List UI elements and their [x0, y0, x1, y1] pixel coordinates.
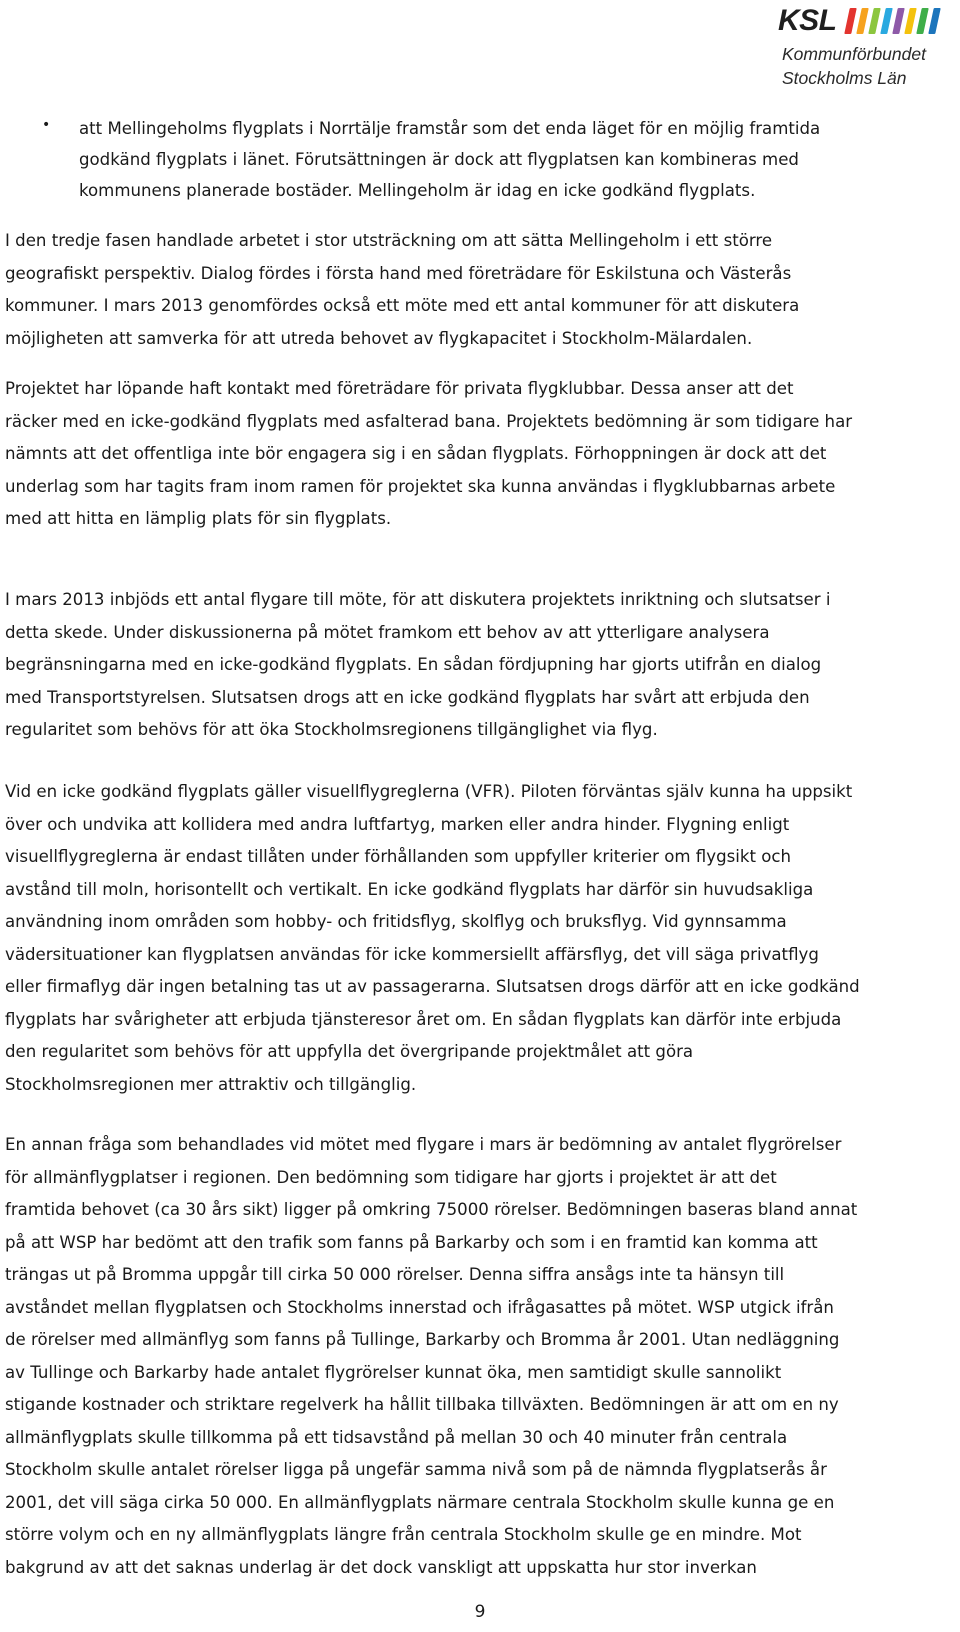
text-line: den regularitet som behövs för att uppfylla det övergripande projektmålet att göra — [5, 1042, 694, 1061]
logo-bar — [904, 8, 917, 34]
logo-mark — [778, 6, 943, 36]
text-line: begränsningarna med en icke-godkänd flygplats. En sådan fördjupning har gjorts utifrån en dialog — [5, 655, 822, 674]
text-line: på att WSP har bedömt att den trafik som fanns på Barkarby och som i en framtid kan komma att — [5, 1232, 818, 1252]
text-line: Stockholmsregionen mer attraktiv och tillgänglig. — [5, 1074, 417, 1094]
text-line: möjligheten att samverka för att utreda behovet av flygkapacitet i Stockholm-Mälardalen. — [5, 328, 753, 348]
text-line: detta skede. Under diskussionerna på mötet framkom ett behov av att ytterligare analysera — [5, 622, 770, 642]
logo-brand-text: KSL — [778, 4, 837, 37]
text-line: regularitet som behövs för att öka Stockholmsregionens tillgänglighet via flyg. — [5, 720, 658, 739]
text-line: underlag som har tagits fram inom ramen för projektet ska kunna användas i flygklubbarnas arbete — [5, 476, 836, 496]
paragraph-third-phase — [5, 225, 960, 355]
text-line: vädersituationer kan flygplatsen användas för icke kommersiellt affärsflyg, det vill säga privatflyg — [5, 944, 819, 964]
bullet-marker: • — [42, 117, 51, 133]
logo-bar — [844, 8, 857, 34]
text-line: bakgrund av att det saknas underlag är det dock vanskligt att uppskatta hur stor inverkan — [5, 1557, 757, 1577]
text-line: 2001, det vill säga cirka 50 000. En allmänflygplats närmare centrala Stockholm skulle kunna ge en — [5, 1492, 835, 1512]
text-line: att Mellingeholms flygplats i Norrtälje framstår som det enda läget för en möjlig framtida — [79, 119, 821, 138]
bullet-item-text — [79, 113, 820, 206]
logo-bar — [892, 8, 905, 34]
paragraph-flight-clubs — [5, 373, 960, 536]
text-line: framtida behovet (ca 30 års sikt) ligger på omkring 75000 rörelser. Bedömningen baseras bland annat — [5, 1200, 858, 1219]
text-line: avstånd till moln, horisontellt och vertikalt. En icke godkänd flygplats har därför sin huvudsakliga — [5, 879, 814, 899]
text-line: användning inom områden som hobby- och fritidsflyg, skolflyg och bruksflyg. Vid gynnsamma — [5, 912, 787, 931]
ksl-logo — [750, 4, 960, 90]
logo-bar — [928, 8, 941, 34]
text-line: avståndet mellan flygplatsen och Stockholms innerstad och ifrågasattes på mötet. WSP utgick ifrån — [5, 1297, 834, 1317]
text-line: större volym och en ny allmänflygplats längre från centrala Stockholm skulle ge en mindre. Mot — [5, 1525, 802, 1544]
logo-color-bars — [847, 8, 943, 36]
text-line: räcker med en icke-godkänd flygplats med asfalterad bana. Projektets bedömning är som tidigare har — [5, 411, 853, 431]
text-line: godkänd flygplats i länet. Förutsättningen är dock att flygplatsen kan kombineras med — [79, 150, 799, 169]
text-line: geografiskt perspektiv. Dialog fördes i första hand med företrädare för Eskilstuna och Västerås — [5, 263, 792, 283]
logo-bar — [856, 8, 869, 34]
text-line: med Transportstyrelsen. Slutsatsen drogs att en icke godkänd flygplats har svårt att erbjuda den — [5, 687, 810, 707]
text-line: visuellflygreglerna är endast tillåten under förhållanden som uppfyller kriterier om flygsikt och — [5, 847, 792, 866]
text-line: Projektet har löpande haft kontakt med företrädare för privata flygklubbar. Dessa anser att det — [5, 379, 794, 398]
logo-bar — [916, 8, 929, 34]
text-line: de rörelser med allmänflyg som fanns på Tullinge, Barkarby och Bromma år 2001. Utan nedläggning — [5, 1330, 840, 1349]
paragraph-march-meeting — [5, 584, 960, 747]
text-line: kommuner. I mars 2013 genomfördes också ett möte med ett antal kommuner för att diskutera — [5, 296, 800, 315]
text-line: En annan fråga som behandlades vid mötet med flygare i mars är bedömning av antalet flygrörelser — [5, 1135, 842, 1154]
text-line: för allmänflygplatser i regionen. Den bedömning som tidigare har gjorts i projektet är att det — [5, 1167, 777, 1187]
text-line: allmänflygplats skulle tillkomma på ett tidsavstånd på mellan 30 och 40 minuter från centrala — [5, 1427, 788, 1447]
text-line: I den tredje fasen handlade arbetet i stor utsträckning om att sätta Mellingeholm i ett större — [5, 231, 773, 250]
logo-bar — [880, 8, 893, 34]
text-line: I mars 2013 inbjöds ett antal flygare till möte, för att diskutera projektets inriktning och slutsatser i — [5, 590, 831, 609]
text-line: med att hitta en lämplig plats för sin flygplats. — [5, 509, 392, 528]
text-line: Stockholm skulle antalet rörelser ligga på ungefär samma nivå som på de nämnda flygplatserås år — [5, 1460, 827, 1479]
logo-org-line2: Stockholms Län — [782, 68, 907, 88]
paragraph-flight-movements — [5, 1129, 960, 1584]
text-line: stigande kostnader och striktare regelverk ha hållit tillbaka tillväxten. Bedömningen är att om en ny — [5, 1395, 839, 1414]
page-number: 9 — [474, 1602, 486, 1622]
text-line: över och undvika att kollidera med andra luftfartyg, marken eller andra hinder. Flygning enligt — [5, 814, 790, 834]
text-line: eller firmaflyg där ingen betalning tas ut av passagerarna. Slutsatsen drogs därför att en icke godkänd — [5, 977, 860, 996]
text-line: trängas ut på Bromma uppgår till cirka 50 000 rörelser. Denna siffra ansågs inte ta hänsyn till — [5, 1265, 785, 1284]
text-line: flygplats har svårigheter att erbjuda tjänsteresor året om. En sådan flygplats kan därför inte erbjuda — [5, 1009, 842, 1029]
paragraph-vfr — [5, 776, 960, 1101]
logo-org-line1: Kommunförbundet — [782, 44, 926, 64]
logo-bar — [868, 8, 881, 34]
text-line: nämnts att det offentliga inte bör engagera sig i en sådan flygplats. Förhoppningen är dock att det — [5, 444, 827, 463]
text-line: Vid en icke godkänd flygplats gäller visuellflygreglerna (VFR). Piloten förväntas själv kunna ha uppsikt — [5, 782, 853, 801]
text-line: av Tullinge och Barkarby hade antalet flygrörelser kunnat öka, men samtidigt skulle sannolikt — [5, 1362, 782, 1382]
text-line: kommunens planerade bostäder. Mellingeholm är idag en icke godkänd flygplats. — [79, 181, 756, 200]
